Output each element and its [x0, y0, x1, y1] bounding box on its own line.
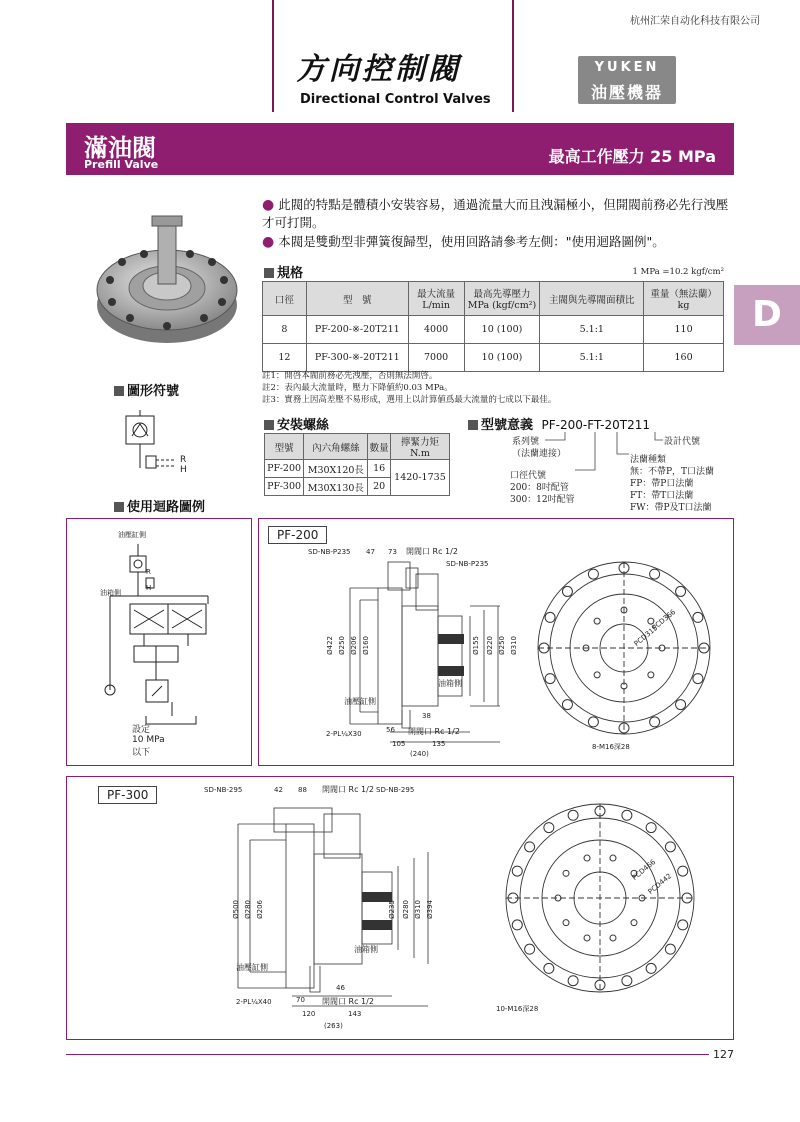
symbol-port-r: R: [180, 455, 187, 465]
bolt-hole: [665, 842, 675, 852]
pf300-dim-120: 120: [302, 1010, 316, 1018]
circuit-heading: 使用迴路圖例: [114, 496, 205, 515]
spec-note-1: 註1：開啓本閥前務必先洩壓，否則無法開啓。: [262, 371, 438, 381]
flange-option: 無：不帶P，T口法蘭: [630, 467, 715, 477]
square-marker-icon: [264, 420, 274, 430]
table-row: 12 PF-300-※-20T211 7000 10 (100) 5.1:1 160: [263, 344, 724, 372]
pf200-cyl: 油壓缸側: [344, 697, 376, 706]
page-number: 127: [709, 1048, 734, 1061]
bolt-hole: [648, 672, 654, 678]
bolt-hole: [525, 842, 535, 852]
bolt-hole: [646, 823, 656, 833]
pf300-flange-view: [502, 800, 698, 996]
pf200-pcd: PCD315: [632, 623, 660, 649]
pf200-plug: 2-PL¼X30: [326, 730, 362, 738]
feature-1: ● 此閥的特點是體積小安裝容易，通過流量大而且洩漏極小，但開閥前務必先行洩壓才可打開。: [262, 197, 729, 230]
bolt-hole: [693, 612, 703, 622]
pf300-tank: 油箱側: [354, 945, 378, 954]
table-row: PF-200 M30X120長 16 1420-1735: [265, 460, 450, 478]
bolt-hole: [631, 920, 637, 926]
bolt-hole: [545, 674, 555, 684]
pf300-diam: Ø280: [244, 900, 252, 919]
bolt-hole: [544, 963, 554, 973]
spec-note-2: 註2：表內最大流量時，壓力下降値約0.03 MPa。: [262, 383, 453, 393]
square-marker-icon: [264, 268, 274, 278]
bolt-hole: [545, 612, 555, 622]
pf300-dim-42: 42: [274, 786, 283, 794]
pf300-cyl: 油壓缸側: [236, 963, 268, 972]
bolt-hole: [693, 674, 703, 684]
pf200-dim-56: 56: [386, 726, 395, 734]
bolt-hole: [562, 586, 572, 596]
bolt-hole: [594, 672, 600, 678]
pf300-diam: Ø500: [232, 900, 240, 919]
valve-photo: [92, 210, 242, 350]
spec-table: [262, 281, 724, 372]
pf200-diam: Ø206: [350, 636, 358, 655]
table-row: PF-300 M30X130長 20: [265, 478, 450, 496]
bolt-heading: 安裝螺絲: [264, 414, 329, 433]
bullet-dot-icon: ●: [262, 234, 275, 250]
company-name: 杭州汇荣自动化科技有限公司: [630, 16, 760, 27]
pf200-port-top: 開閥口 Rc 1/2: [406, 547, 458, 556]
bolt-hole: [544, 823, 554, 833]
bullet-dot-icon: ●: [262, 197, 275, 213]
bolt-hole: [678, 920, 688, 930]
model-code-heading: 型號意義 PF-200-FT-20T211: [468, 414, 650, 433]
bolt-hole: [676, 700, 686, 710]
bolt-table: [264, 433, 450, 496]
bolt-hole: [588, 717, 598, 727]
pf200-dim-135: 135: [432, 740, 446, 748]
circuit-tank-side: 油箱側: [100, 589, 121, 597]
pf200-bolt-note: 8-M16深28: [592, 743, 630, 751]
spec-note-3: 註3：實務上因高差壓不易形成，選用上以計算値爲最大流量的七成以下最佳。: [262, 395, 557, 405]
square-marker-icon: [468, 420, 478, 430]
bolt-hole: [563, 870, 569, 876]
bolt-hole: [678, 866, 688, 876]
model-flange-title: 法蘭種類: [630, 455, 667, 465]
bolt-hole: [594, 618, 600, 624]
circuit-port-r: R: [146, 568, 151, 576]
bolt-hole: [512, 920, 522, 930]
logo-text-bottom: 油壓機器: [590, 83, 663, 102]
pf200-diam: Ø155: [472, 636, 480, 655]
bolt-hole: [563, 920, 569, 926]
pf300-sd-top: SD-NB-295: [204, 786, 243, 794]
pf300-pcd: PCD466: [630, 857, 658, 883]
square-marker-icon: [114, 502, 124, 512]
bolt-hole: [584, 855, 590, 861]
pf300-diam: Ø206: [256, 900, 264, 919]
pf300-bolt-note: 10-M16深28: [496, 1005, 539, 1013]
bolt-hole: [584, 935, 590, 941]
spec-heading: 規格: [264, 262, 303, 281]
pf300-port-bottom: 開閥口 Rc 1/2: [322, 997, 374, 1006]
bolt-hole: [622, 810, 632, 820]
max-pressure: 最高工作壓力 25 MPa: [548, 147, 716, 166]
circuit-cyl-side: 油壓缸側: [118, 531, 146, 539]
pf200-diam: Ø310: [510, 636, 518, 655]
pf200-dim-240: (240): [410, 750, 429, 758]
bolt-hole: [525, 944, 535, 954]
flange-option: FP：帶P口法蘭: [630, 479, 694, 489]
pf200-diam: Ø160: [362, 636, 370, 655]
logo-text-top: YUKEN: [594, 60, 660, 75]
unit-note: 1 MPa =10.2 kgf/cm²: [632, 267, 724, 277]
bolt-hole: [568, 810, 578, 820]
pf300-dim-263: (263): [324, 1022, 343, 1030]
pf300-pcd: PCD442: [646, 871, 674, 897]
circuit-diagram: [96, 540, 226, 730]
pf300-diam: Ø235: [388, 900, 396, 919]
symbol-port-h: H: [180, 465, 187, 475]
pf200-tank: 油箱側: [438, 679, 462, 688]
bolt-hole: [622, 976, 632, 986]
page-title: 方向控制閥: [296, 52, 461, 87]
bolt-header-row: 型號 內六角螺絲 數量 擰緊力矩 N.m: [265, 434, 450, 460]
bolt-hole: [512, 866, 522, 876]
pf300-dim-46: 46: [336, 984, 345, 992]
pf200-sd-right: SD-NB-P235: [446, 560, 489, 568]
feature-2: ● 本閥是雙動型非彈簧復歸型，使用回路請參考左側："使用迴路圖例"。: [262, 234, 665, 250]
pf200-sd-top: SD-NB-P235: [308, 548, 351, 556]
table-row: 8 PF-200-※-20T211 4000 10 (100) 5.1:1 110: [263, 316, 724, 344]
pf200-diam: Ø250: [338, 636, 346, 655]
bolt-hole: [610, 935, 616, 941]
pf200-flange-view: [534, 558, 714, 738]
banner-title: 滿油閥: [84, 134, 156, 162]
model-design: 設計代號: [664, 437, 701, 447]
bolt-hole: [568, 976, 578, 986]
bolt-hole: [588, 569, 598, 579]
flange-option: FT：帶T口法蘭: [630, 491, 694, 501]
pf200-dim-38: 38: [422, 712, 431, 720]
pf300-diam: Ø280: [402, 900, 410, 919]
pf200-dim-73: 73: [388, 548, 397, 556]
bolt-hole: [646, 963, 656, 973]
pf200-dim-47: 47: [366, 548, 375, 556]
spec-header-row: 口徑 型 號 最大流量 L/min 最高先導壓力 MPa (kgf/cm²) 主閥與先導閥面積比 重量（無法蘭） kg: [263, 282, 724, 316]
pf300-sd-right: SD-NB-295: [376, 786, 415, 794]
model-size: 口徑代號 200：8吋配管 300：12吋配管: [510, 471, 575, 505]
torque-value: 1420-1735: [390, 460, 449, 496]
pf300-dim-143: 143: [348, 1010, 362, 1018]
bolt-hole: [610, 855, 616, 861]
banner-subtitle: Prefill Valve: [84, 158, 159, 171]
model-series: 系列號 （法蘭連接）: [512, 437, 567, 459]
bolt-hole: [676, 586, 686, 596]
footer-rule: [66, 1054, 734, 1055]
valve-symbol: [120, 410, 200, 480]
flange-option: FW：帶P及T口法蘭: [630, 503, 712, 513]
pf200-label: PF-200: [268, 526, 327, 544]
square-marker-icon: [114, 386, 124, 396]
pf300-label: PF-300: [98, 786, 157, 804]
pf300-plug: 2-PL¼X40: [236, 998, 272, 1006]
pf200-port-bottom: 開閥口 Rc 1/2: [408, 727, 460, 736]
symbol-heading: 圖形符號: [114, 380, 179, 399]
circuit-port-h: H: [146, 584, 152, 592]
bolt-hole: [650, 569, 660, 579]
pf300-diam: Ø394: [426, 900, 434, 919]
pf300-dim-88: 88: [298, 786, 307, 794]
circuit-setting: 設定 10 MPa 以下: [132, 725, 165, 758]
pf300-dim-70: 70: [296, 996, 305, 1004]
bolt-hole: [650, 717, 660, 727]
pf200-diam: Ø220: [486, 636, 494, 655]
pf200-pcd: PCD366: [650, 607, 678, 633]
model-code-example: PF-200-FT-20T211: [541, 418, 651, 432]
bolt-hole: [562, 700, 572, 710]
section-tab: D: [734, 285, 800, 345]
pf200-diam: Ø250: [498, 636, 506, 655]
bolt-hole: [665, 944, 675, 954]
pf200-dim-105: 105: [392, 740, 406, 748]
page-subtitle: Directional Control Valves: [300, 92, 491, 107]
pf200-diam: Ø422: [326, 636, 334, 655]
pf300-diam: Ø310: [414, 900, 422, 919]
pf300-port-top: 開閥口 Rc 1/2: [322, 785, 374, 794]
